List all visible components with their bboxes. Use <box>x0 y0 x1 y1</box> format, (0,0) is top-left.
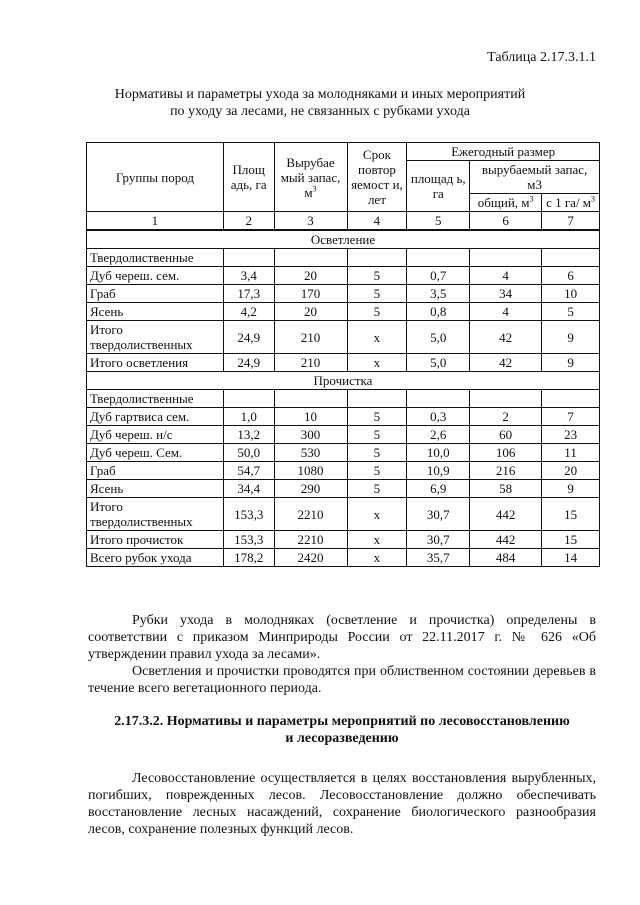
row-value: 10 <box>542 285 600 303</box>
row-value: 290 <box>274 480 347 498</box>
row-name: Граб <box>87 462 224 480</box>
row-value: 58 <box>470 480 542 498</box>
row-value: 24,9 <box>223 354 274 372</box>
row-name: Дуб гартвиса сем. <box>87 408 224 426</box>
table-title <box>60 86 580 120</box>
paragraph <box>88 770 596 838</box>
row-value: х <box>347 354 407 372</box>
row-value <box>347 390 407 408</box>
header-annual: Ежегодный размер <box>407 143 600 161</box>
row-value <box>470 249 542 267</box>
row-value: 1,0 <box>223 408 274 426</box>
table-row <box>87 303 600 321</box>
row-value <box>223 249 274 267</box>
table-row <box>87 285 600 303</box>
table-title-line: по уходу за лесами, не связанных с рубками ухода <box>170 104 470 119</box>
table-row <box>87 426 600 444</box>
row-value <box>274 390 347 408</box>
row-value: 54,7 <box>223 462 274 480</box>
row-name: Дуб череш. Сем. <box>87 444 224 462</box>
row-value: 300 <box>274 426 347 444</box>
row-value: 20 <box>542 462 600 480</box>
header-annual-per-ha: с 1 га/ $м^3$ <box>542 194 600 212</box>
column-number: 6 <box>470 212 542 231</box>
row-value: 4 <box>470 267 542 285</box>
row-name: Граб <box>87 285 224 303</box>
row-value: 15 <box>542 498 600 531</box>
row-value: 17,3 <box>223 285 274 303</box>
row-value: 2420 <box>274 549 347 567</box>
row-value: 30,7 <box>407 531 470 549</box>
row-value: 530 <box>274 444 347 462</box>
row-value: 42 <box>470 321 542 354</box>
row-value <box>407 390 470 408</box>
paragraph-text: Осветления и прочистки проводятся при облиственном состоянии деревьев в течение всего вегетационного периода. <box>88 664 596 696</box>
row-value: х <box>347 549 407 567</box>
row-value: 0,3 <box>407 408 470 426</box>
column-number: 1 <box>87 212 224 231</box>
section-heading <box>88 713 596 747</box>
row-value: 20 <box>274 303 347 321</box>
row-value: 11 <box>542 444 600 462</box>
section-row <box>87 372 600 390</box>
column-number: 4 <box>347 212 407 231</box>
row-value: 153,3 <box>223 498 274 531</box>
table-body <box>87 212 600 567</box>
row-value: 5 <box>347 462 407 480</box>
header-annual-area: площад ь, га <box>407 161 470 212</box>
row-value: 5 <box>347 444 407 462</box>
row-value: 4,2 <box>223 303 274 321</box>
row-value: 5 <box>347 303 407 321</box>
row-name: Итого твердолиственных <box>87 321 224 354</box>
row-value: 10,9 <box>407 462 470 480</box>
table-row <box>87 321 600 354</box>
column-number: 3 <box>274 212 347 231</box>
row-value: 5 <box>347 285 407 303</box>
row-value: 60 <box>470 426 542 444</box>
norms-table <box>86 142 600 567</box>
row-value: 23 <box>542 426 600 444</box>
table-row <box>87 249 600 267</box>
row-name: Ясень <box>87 480 224 498</box>
row-value: 484 <box>470 549 542 567</box>
row-value: 5 <box>347 408 407 426</box>
paragraph-text: Лесовосстановление осуществляется в целях восстановления вырубленных, погибших, поврежденных лесов. Лесовосстановление должно обеспечивать восстановление лесных насаждений, сохранение биологического разнообразия лесов, сохранение полезных функций лесов. <box>88 771 596 837</box>
row-value: 30,7 <box>407 498 470 531</box>
row-value <box>223 390 274 408</box>
table-row <box>87 531 600 549</box>
row-value: х <box>347 531 407 549</box>
row-value: 216 <box>470 462 542 480</box>
row-value: 10,0 <box>407 444 470 462</box>
row-value <box>407 249 470 267</box>
row-name: Дуб череш. н/с <box>87 426 224 444</box>
row-value: 153,3 <box>223 531 274 549</box>
header-annual-volume: вырубаемый запас, м3 <box>470 161 600 194</box>
row-value: 20 <box>274 267 347 285</box>
row-value: 42 <box>470 354 542 372</box>
row-value: 5 <box>347 480 407 498</box>
header-volume: Вырубае мый запас, $м^3$ <box>274 143 347 212</box>
row-value: 106 <box>470 444 542 462</box>
row-value: 442 <box>470 498 542 531</box>
section-title: Осветление <box>87 230 600 249</box>
paragraph-text: Рубки ухода в молодняках (осветление и прочистка) определены в соответствии с приказом Минприроды России от 22.11.2017 г. № 626 «Об утверждении правил ухода за лесами». <box>88 613 596 662</box>
row-value: 24,9 <box>223 321 274 354</box>
table-row <box>87 390 600 408</box>
table-row <box>87 444 600 462</box>
header-area: Площ адь, га <box>223 143 274 212</box>
row-name: Твердолиственные <box>87 249 224 267</box>
column-number-row <box>87 212 600 231</box>
paragraph <box>88 612 596 697</box>
row-value <box>470 390 542 408</box>
row-value <box>542 390 600 408</box>
row-value: 2 <box>470 408 542 426</box>
row-name: Твердолиственные <box>87 390 224 408</box>
header-groups: Группы пород <box>87 143 224 212</box>
table-row <box>87 408 600 426</box>
row-value <box>542 249 600 267</box>
row-value <box>274 249 347 267</box>
row-value: 34,4 <box>223 480 274 498</box>
row-value: 5 <box>542 303 600 321</box>
row-value: 1080 <box>274 462 347 480</box>
row-value: 5 <box>347 426 407 444</box>
row-value: х <box>347 498 407 531</box>
row-value: 9 <box>542 480 600 498</box>
table-number: Таблица 2.17.3.1.1 <box>487 50 596 65</box>
row-value: 178,2 <box>223 549 274 567</box>
section-heading-line: 2.17.3.2. Нормативы и параметры мероприятий по лесовосстановлению <box>114 714 570 729</box>
row-value: 9 <box>542 354 600 372</box>
row-value: 6,9 <box>407 480 470 498</box>
header-annual-total: общий, $м^3$ <box>470 194 542 212</box>
section-heading-line: и лесоразведению <box>285 731 399 746</box>
row-name: Всего рубок ухода <box>87 549 224 567</box>
row-value: 9 <box>542 321 600 354</box>
table-row <box>87 498 600 531</box>
table-row <box>87 462 600 480</box>
row-value: 34 <box>470 285 542 303</box>
row-value: 50,0 <box>223 444 274 462</box>
row-name: Итого прочисток <box>87 531 224 549</box>
row-value: 3,5 <box>407 285 470 303</box>
row-value: 10 <box>274 408 347 426</box>
row-value: 2210 <box>274 498 347 531</box>
row-value: 14 <box>542 549 600 567</box>
row-value: х <box>347 321 407 354</box>
row-name: Итого осветления <box>87 354 224 372</box>
row-value <box>347 249 407 267</box>
row-value: 210 <box>274 321 347 354</box>
row-value: 35,7 <box>407 549 470 567</box>
header-period: Срок повтор яемост и, лет <box>347 143 407 212</box>
row-value: 2210 <box>274 531 347 549</box>
column-number: 2 <box>223 212 274 231</box>
table-row <box>87 480 600 498</box>
row-value: 15 <box>542 531 600 549</box>
row-name: Ясень <box>87 303 224 321</box>
row-value: 442 <box>470 531 542 549</box>
row-value: 4 <box>470 303 542 321</box>
column-number: 5 <box>407 212 470 231</box>
section-row <box>87 230 600 249</box>
row-value: 210 <box>274 354 347 372</box>
row-value: 6 <box>542 267 600 285</box>
row-value: 5 <box>347 267 407 285</box>
row-value: 5,0 <box>407 321 470 354</box>
row-name: Итого твердолиственных <box>87 498 224 531</box>
row-value: 0,7 <box>407 267 470 285</box>
row-value: 170 <box>274 285 347 303</box>
section-title: Прочистка <box>87 372 600 390</box>
table-row <box>87 267 600 285</box>
column-number: 7 <box>542 212 600 231</box>
row-value: 2,6 <box>407 426 470 444</box>
row-value: 5,0 <box>407 354 470 372</box>
table-row <box>87 354 600 372</box>
table-row <box>87 549 600 567</box>
row-name: Дуб череш. сем. <box>87 267 224 285</box>
table-title-line: Нормативы и параметры ухода за молодняками и иных мероприятий <box>114 87 526 102</box>
row-value: 7 <box>542 408 600 426</box>
row-value: 0,8 <box>407 303 470 321</box>
row-value: 3,4 <box>223 267 274 285</box>
row-value: 13,2 <box>223 426 274 444</box>
